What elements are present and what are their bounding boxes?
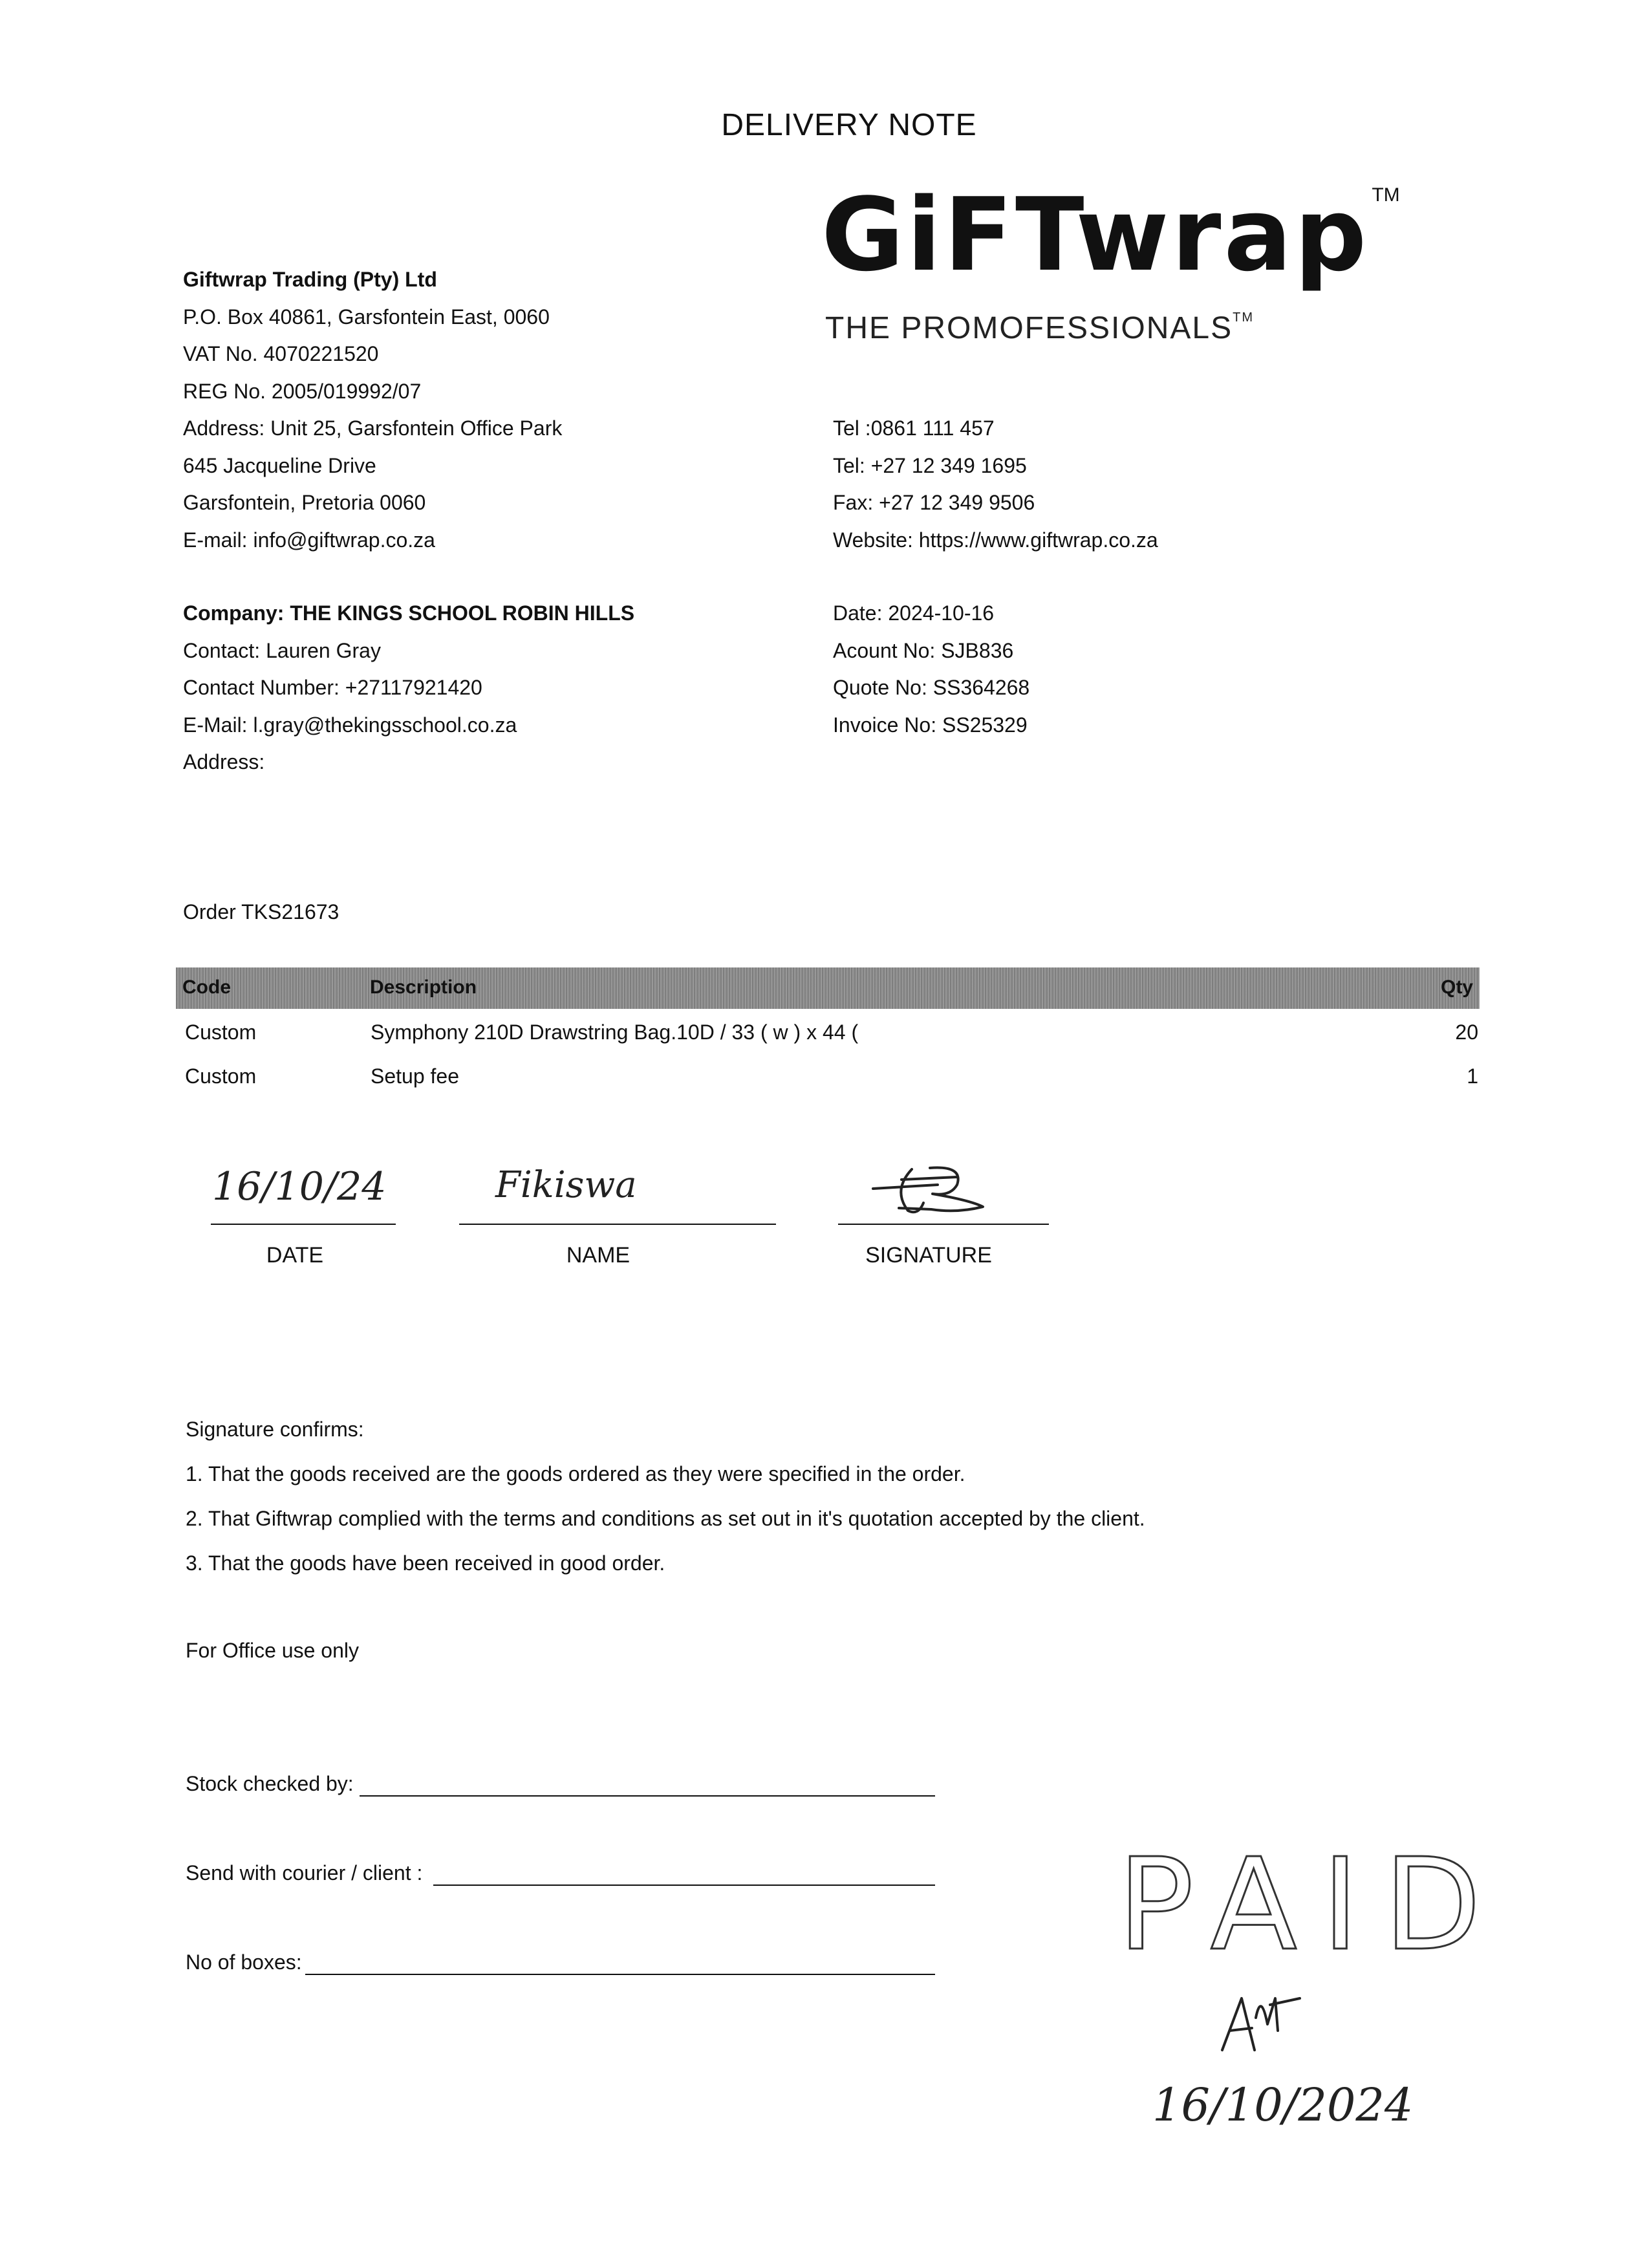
supplier-po-box: P.O. Box 40861, Garsfontein East, 0060 [183,305,550,329]
header-description: Description [370,977,477,998]
terms-item: 2. That Giftwrap complied with the terms and conditions as set out in it's quotation accepted by the client. [186,1507,1145,1530]
customer-contact: Contact: Lauren Gray [183,638,381,662]
supplier-reg: REG No. 2005/019992/07 [183,379,422,403]
tel-1: Tel :0861 111 457 [833,416,995,440]
doc-invoice: Invoice No: SS25329 [833,713,1028,737]
terms-item: 1. That the goods received are the goods ordered as they were specified in the order. [186,1462,965,1485]
terms-heading: Signature confirms: [186,1418,364,1441]
items-table-header [176,967,1480,1009]
supplier-address-2: 645 Jacqueline Drive [183,453,376,477]
header-qty: Qty [1440,977,1473,998]
supplier-address-3: Garsfontein, Pretoria 0060 [183,491,426,514]
handwritten-name: Fikiswa [495,1164,637,1206]
website: Website: https://www.giftwrap.co.za [833,528,1158,552]
row-qty: 1 [1467,1064,1478,1088]
row-qty: 20 [1455,1021,1478,1044]
stock-checked-label: Stock checked by: [186,1772,354,1795]
supplier-details [183,261,562,559]
page-title: DELIVERY NOTE [721,108,977,142]
send-with-label: Send with courier / client : [186,1861,423,1885]
contact-info [833,410,1158,559]
logo-trademark: TM [1372,184,1400,206]
table-row [185,1021,1478,1046]
document-info [833,595,1029,744]
doc-account: Acount No: SJB836 [833,638,1014,662]
name-label: NAME [566,1243,630,1268]
stock-checked-line [360,1795,935,1797]
logo-wordmark: GiFTwrap [821,176,1370,294]
supplier-vat: VAT No. 4070221520 [183,342,379,365]
supplier-address-1: Address: Unit 25, Garsfontein Office Park [183,416,563,440]
handwritten-date: 16/10/24 [212,1164,387,1209]
tagline-text: THE PROMOFESSIONALS [825,311,1233,345]
row-description: Setup fee [371,1064,459,1088]
paid-stamp [1117,1831,1506,1979]
no-of-boxes-line [305,1974,935,1975]
row-description: Symphony 210D Drawstring Bag.10D / 33 ( w ) x 44 ( [371,1021,859,1044]
customer-number: Contact Number: +27117921420 [183,676,482,699]
signature-label: SIGNATURE [865,1243,992,1268]
stamp-handwritten-date: 16/10/2024 [1152,2079,1414,2132]
terms-section [186,1407,1145,1586]
tagline-trademark: TM [1233,310,1254,325]
stamp-initials [1216,1979,1313,2063]
table-row [185,1064,1478,1090]
doc-date: Date: 2024-10-16 [833,601,995,625]
send-with-line [433,1885,935,1886]
fax: Fax: +27 12 349 9506 [833,491,1035,514]
giftwrap-logo [821,176,1400,294]
row-code: Custom [185,1064,257,1088]
signature-line [838,1224,1049,1225]
supplier-name: Giftwrap Trading (Pty) Ltd [183,268,437,291]
customer-company: Company: THE KINGS SCHOOL ROBIN HILLS [183,601,635,625]
order-number: Order TKS21673 [183,900,339,923]
paid-stamp-text: PAID [1117,1831,1506,1979]
tel-2: Tel: +27 12 349 1695 [833,453,1027,477]
row-code: Custom [185,1021,257,1044]
terms-item: 3. That the goods have been received in good order. [186,1551,665,1575]
date-label: DATE [266,1243,324,1268]
office-use-heading: For Office use only [186,1639,359,1662]
no-of-boxes-label: No of boxes: [186,1950,302,1974]
logo-tagline [825,310,1254,346]
customer-address: Address: [183,750,265,773]
customer-email: E-Mail: l.gray@thekingsschool.co.za [183,713,517,737]
customer-details [183,595,634,781]
header-code: Code [182,977,231,998]
doc-quote: Quote No: SS364268 [833,676,1030,699]
supplier-email: E-mail: info@giftwrap.co.za [183,528,435,552]
date-line [211,1224,396,1225]
name-line [459,1224,776,1225]
signature-scribble [860,1151,1002,1222]
